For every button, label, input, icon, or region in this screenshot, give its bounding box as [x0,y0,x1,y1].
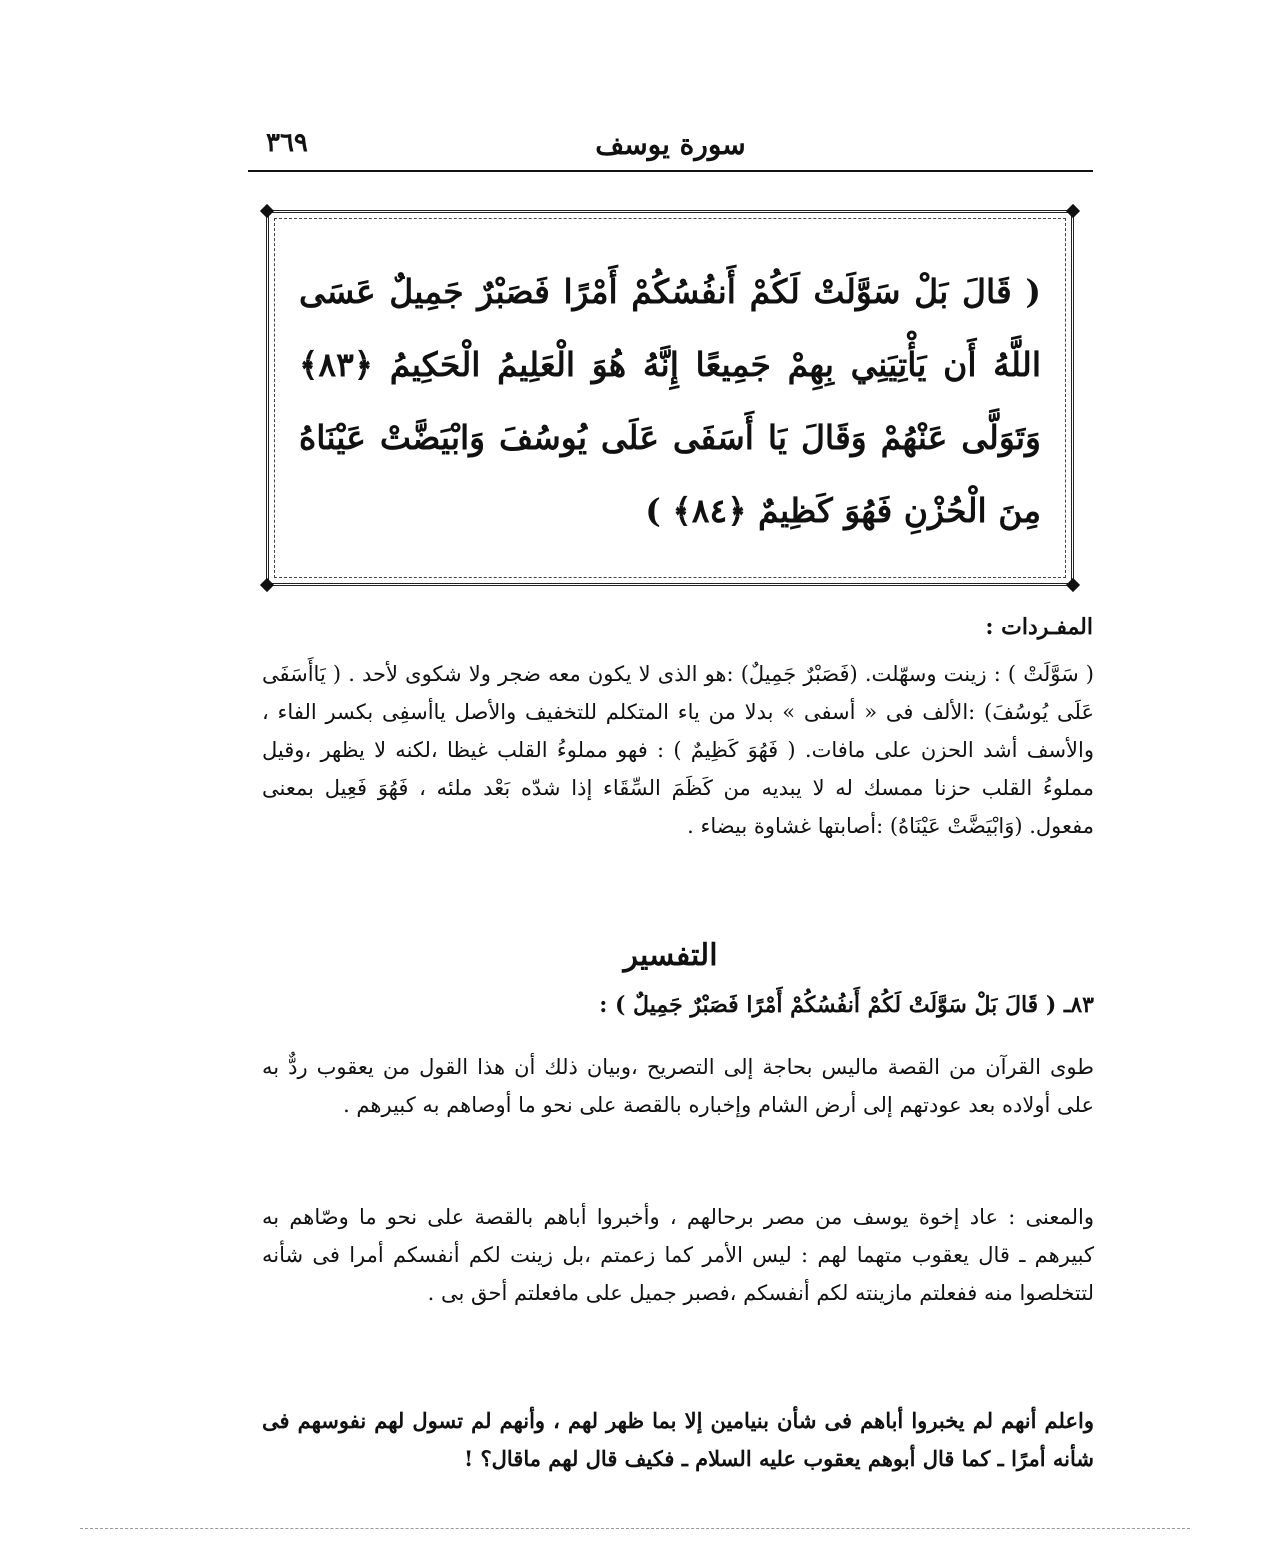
verse-frame [266,210,1074,586]
vocabulary-text: ( سَوَّلَتْ ) : زينت وسهّلت. (فَصَبْرٌ جَمِيلٌ) :هو الذى لا يكون معه ضجر ولا شكوى لأحد . ( يَاأَسَفَى عَلَى يُوسُفَ) :الألف فى « أسفى » بدلا من ياء المتكلم للتخفيف والأصل ياأسفِى بكسر الفاء ، والأسف أشد الحزن على مافات. ( فَهُوَ كَظِيمٌ ) : فهو مملوءُ القلب غيظا ،لكنه لا يظهر ،وقيل مملوءُ القلب حزنا ممسك له لا يبديه من كَظَمَ السِّقَاء إذا شدّه بَعْد ملئه ، فَهُوَ فَعِيل بمعنى مفعول. (وَابْيَضَّتْ عَيْنَاهُ) :أصابتها غشاوة بيضاء . [262,662,1094,838]
frame-corner-ornament [260,578,274,592]
page-header [248,128,1093,168]
header-divider [248,170,1093,172]
page-number: ٣٦٩ [266,128,308,158]
surah-title: سورة يوسف [595,128,746,161]
tafsir-paragraph: والمعنى : عاد إخوة يوسف من مصر برحالهم ، وأخبروا أباهم بالقصة على نحو ما وصّاهم به كبيرهم ـ قال يعقوب متهما لهم : ليس الأمر كما زعمتم ،بل زينت لكم أنفسكم أمرا فى شأنه لتتخلصوا منه ففعلتم مازينته لكم أنفسكم ،فصبر جميل على مافعلتم أحق بى . [262,1205,1094,1305]
frame-corner-ornament [1066,578,1080,592]
frame-corner-ornament [260,204,274,218]
bottom-scan-edge [80,1528,1190,1529]
tafsir-paragraph: طوى القرآن من القصة ماليس بحاجة إلى التصريح ،وبيان ذلك أن هذا القول من يعقوب ردٌّ به على أولاده بعد عودتهم إلى أرض الشام وإخباره بالقصة على نحو ما أوصاهم به كبيرهم . [262,1055,1094,1117]
frame-corner-ornament [1066,204,1080,218]
quran-verse-text: ( قَالَ بَلْ سَوَّلَتْ لَكُمْ أَنفُسُكُمْ أَمْرًا فَصَبْرٌ جَمِيلٌ عَسَى اللَّهُ أَن يَأْتِيَنِي بِهِمْ جَمِيعًا إِنَّهُ هُوَ الْعَلِيمُ الْحَكِيمُ ﴿٨٣﴾ وَتَوَلَّى عَنْهُمْ وَقَالَ يَا أَسَفَى عَلَى يُوسُفَ وَابْيَضَّتْ عَيْنَاهُ مِنَ الْحُزْنِ فَهُوَ كَظِيمٌ ﴿٨٤﴾ ) [299,272,1041,530]
tafsir-verse-reference: ٨٣ـ ( قَالَ بَلْ سَوَّلَتْ لَكُمْ أَنفُسُكُمْ أَمْرًا فَصَبْرٌ جَمِيلٌ ) : [599,992,1094,1018]
tafsir-paragraph: واعلم أنهم لم يخبروا أباهم فى شأن بنيامين إلا بما ظهر لهم ، وأنهم لم تسول لهم نفوسهم فى شأنه أمرًا ـ كما قال أبوهم يعقوب عليه السلام ـ فكيف قال لهم ماقال؟ ! [262,1408,1094,1471]
vocabulary-label: المفـردات : [985,614,1093,640]
tafsir-heading: التفسير [623,938,718,973]
